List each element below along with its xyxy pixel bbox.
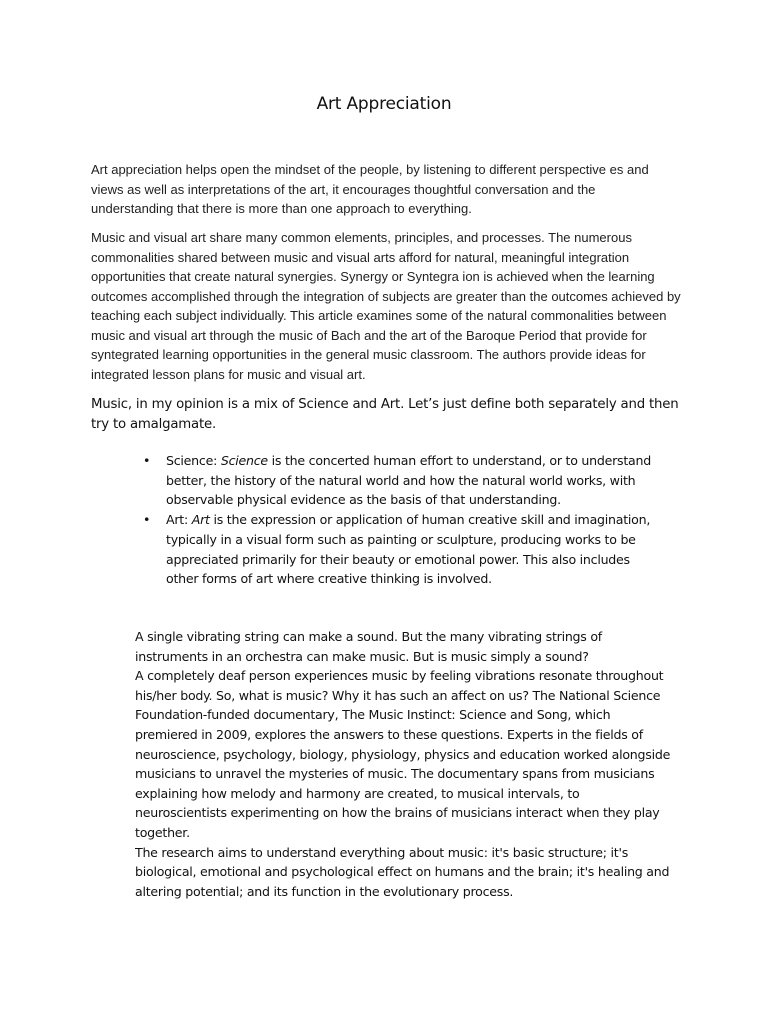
list-item-science (139, 451, 659, 510)
bullet-marker: • (143, 512, 151, 528)
page-title: Art Appreciation (316, 94, 452, 114)
bullet-marker: • (143, 453, 151, 468)
lead-paragraph: Music, in my opinion is a mix of Science and Art. Let’s just define both separately and then try to amalgamate. (91, 397, 679, 432)
definition-term: Science (220, 453, 268, 468)
definition-text: is the expression or application of human creative skill and imagination, typically in a visual form such as painting or sculpture, producing works to be appreciated primarily for their beauty or emotional power. This also includes other forms of art where creative thinking is involved. (166, 512, 651, 587)
list-item-art (139, 510, 659, 589)
music-visual-art-paragraph: Music and visual art share many common elements, principles, and processes. The numerous commonalities shared between music and visual arts afford for natural, meaningful integration opportunities that create natural synergies. Synergy or Syntegra ion is achieved when the learning outcomes accomplished through the integration of subjects are greater than the outcomes achieved by teaching each subject individually. This article examines some of the natural commonalities between music and visual art through the music of Bach and the art of the Baroque Period that provide for syntegrated learning opportunities in the general music classroom. The authors provide ideas for integrated lesson plans for music and visual art. (91, 230, 681, 382)
definition-text: is the concerted human effort to understand, or to understand better, the history of the natural world and how the natural world works, with observable physical evidence as the basis of that understanding. (166, 453, 651, 508)
body-paragraph-documentary: A completely deaf person experiences music by feeling vibrations resonate throughout his/her body. So, what is music? Why it has such an affect on us? The National Science Foundation-funded documentary, The Music Instinct: Science and Song, which premiered in 2009, explores the answers to these questions. Experts in the fields of neuroscience, psychology, biology, physiology, physics and education worked alongside musicians to unravel the mysteries of music. The documentary spans from musicians explaining how melody and harmony are created, to musical intervals, to neuroscientists experimenting on how the brains of musicians interact when they play together. (135, 668, 671, 840)
body-paragraph-research: The research aims to understand everything about music: it's basic structure; it's biological, emotional and psychological effect on humans and the brain; it's healing and altering potential; and its function in the evolutionary process. (135, 844, 670, 899)
definition-label: Science: (166, 453, 221, 468)
body-paragraph-string: A single vibrating string can make a sound. But the many vibrating strings of instruments in an orchestra can make music. But is music simply a sound? (135, 629, 602, 664)
definitions-list (139, 451, 659, 589)
body-text (135, 627, 675, 901)
definition-label: Art: (166, 512, 192, 528)
definition-term: Art (191, 512, 210, 528)
intro-paragraph: Art appreciation helps open the mindset of the people, by listening to different perspective es and views as well as interpretations of the art, it encourages thoughtful conversation and the understanding that there is more than one approach to everything. (91, 162, 649, 216)
